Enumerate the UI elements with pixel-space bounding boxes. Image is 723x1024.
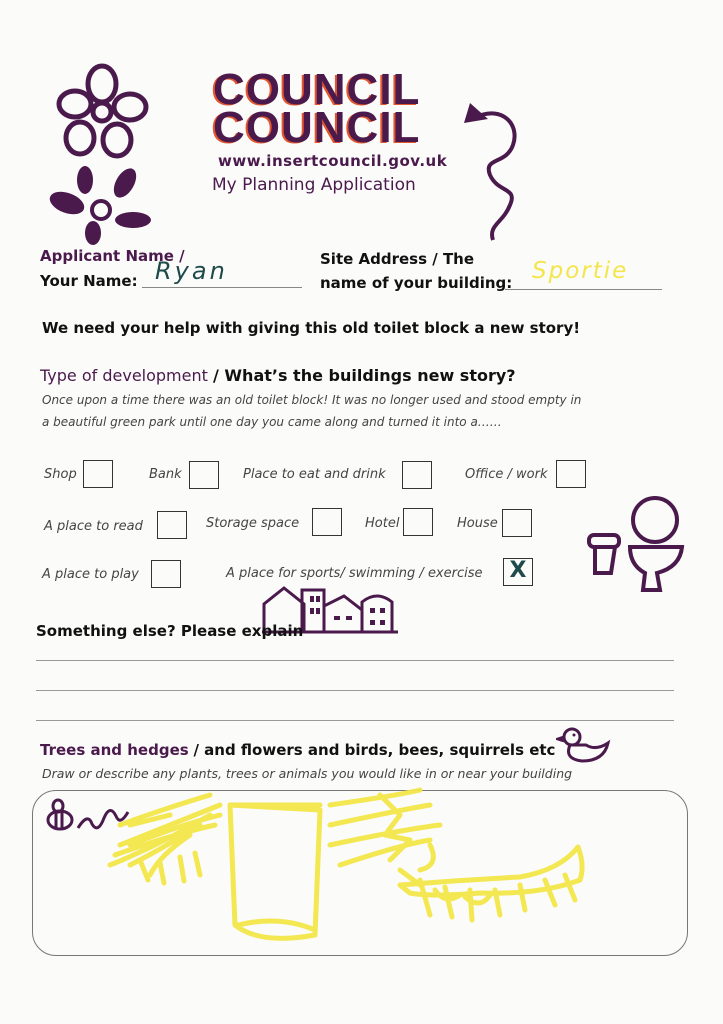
trees-heading — [40, 741, 555, 759]
development-heading-a: Type of development — [40, 366, 208, 385]
checkbox-hotel[interactable] — [403, 508, 433, 536]
site-name-field[interactable] — [505, 289, 662, 290]
form-subtitle: My Planning Application — [212, 175, 416, 195]
checkbox-eat-drink[interactable] — [402, 461, 432, 489]
checkbox-sports-checked[interactable]: X — [503, 558, 533, 586]
development-heading-b: / What’s the buildings new story? — [212, 366, 516, 385]
option-label-read: A place to read — [44, 519, 143, 534]
checkbox-house[interactable] — [502, 509, 532, 537]
trees-heading-a: Trees and hedges — [40, 741, 189, 759]
explain-line-1[interactable] — [36, 660, 674, 661]
site-label-line2: name of your building: — [320, 274, 513, 292]
site-name-value: Sportie — [532, 258, 629, 284]
crayon-tree-drawing — [100, 785, 610, 960]
option-label-hotel: Hotel — [365, 516, 400, 531]
story-line2: a beautiful green park until one day you came along and turned it into a…… — [42, 415, 502, 429]
swirl-arrow-icon — [458, 95, 528, 245]
checkbox-office[interactable] — [556, 460, 586, 488]
council-website: www.insertcouncil.gov.uk — [218, 152, 448, 170]
something-else-label: Something else? Please explain — [36, 622, 304, 640]
trees-instruction: Draw or describe any plants, trees or animals you would like in or near your building — [42, 766, 573, 781]
checkbox-bank[interactable] — [189, 461, 219, 489]
toilet-doodle-icon — [585, 495, 685, 595]
option-label-house: House — [457, 516, 498, 531]
development-heading — [40, 366, 516, 385]
explain-line-2[interactable] — [36, 690, 674, 691]
option-label-storage: Storage space — [206, 516, 300, 531]
checkbox-shop[interactable] — [83, 460, 113, 488]
applicant-label-line1: Applicant Name / — [40, 247, 185, 265]
explain-line-3[interactable] — [36, 720, 674, 721]
option-label-office: Office / work — [465, 467, 548, 482]
checkbox-play[interactable] — [151, 560, 181, 588]
story-line1: Once upon a time there was an old toilet block! It was no longer used and stood empty in — [42, 393, 582, 407]
trees-heading-b: / and flowers and birds, bees, squirrels etc — [193, 741, 556, 759]
option-label-bank: Bank — [149, 467, 182, 482]
option-label-eat-drink: Place to eat and drink — [243, 467, 386, 482]
applicant-label-line2: Your Name: — [40, 272, 138, 290]
flower-doodle-icon — [45, 165, 155, 245]
option-label-play: A place to play — [42, 567, 139, 582]
council-title-line2: COUNCIL — [213, 103, 421, 152]
intro-text: We need your help with giving this old toilet block a new story! — [42, 319, 581, 337]
option-label-sports: A place for sports/ swimming / exercise — [226, 566, 483, 581]
checkbox-storage[interactable] — [312, 508, 342, 536]
duck-doodle-icon — [556, 725, 612, 765]
option-label-shop: Shop — [44, 467, 77, 482]
applicant-name-field[interactable] — [142, 287, 302, 288]
checkbox-read[interactable] — [157, 511, 187, 539]
site-label-line1: Site Address / The — [320, 250, 475, 268]
applicant-name-value: Ryan — [155, 257, 228, 285]
council-title-line1: COUNCIL — [213, 65, 421, 114]
flower-doodle-icon — [55, 62, 150, 162]
